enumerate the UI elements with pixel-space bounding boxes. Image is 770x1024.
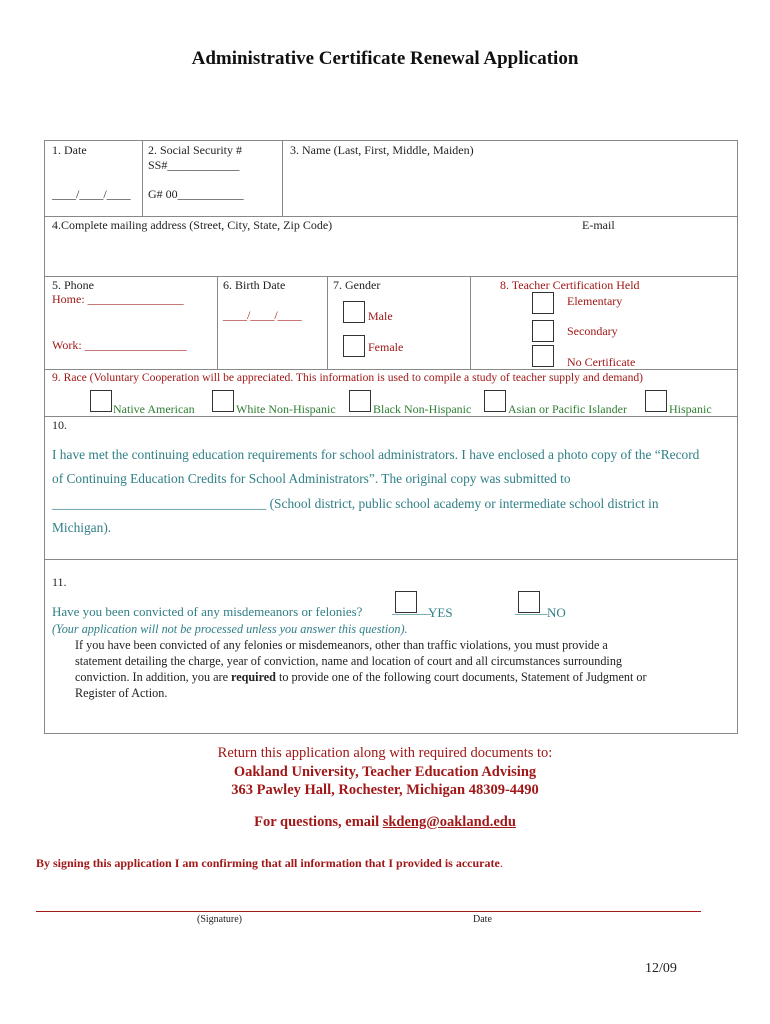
page-title: Administrative Certificate Renewal Application xyxy=(191,48,579,69)
ssn-field[interactable]: SS#____________ xyxy=(148,158,240,172)
yes-underline: ______ xyxy=(392,601,431,616)
confirmation-statement xyxy=(36,856,503,871)
race-black-checkbox[interactable] xyxy=(349,390,371,412)
q10-label: 10. xyxy=(52,418,67,432)
signature-line[interactable] xyxy=(36,911,701,912)
q11-detail-2: statement detailing the charge, year of conviction, name and location of court and all circumstances surrounding xyxy=(75,654,623,668)
address-label: 4.Complete mailing address (Street, City, State, Zip Code) xyxy=(52,218,333,232)
race-hispanic-label: Hispanic xyxy=(669,402,712,416)
certification-label: 8. Teacher Certification Held xyxy=(500,278,640,292)
race-black-label: Black Non-Hispanic xyxy=(373,402,472,416)
yes-label: YES xyxy=(428,605,453,620)
signature-label: (Signature) xyxy=(197,914,242,925)
q10-line-1: I have met the continuing education requirements for school administrators. I have enclosed a photo copy of the “Record xyxy=(52,447,700,462)
g-number-field[interactable]: G# 00___________ xyxy=(148,187,244,201)
ssn-label: 2. Social Security # xyxy=(148,143,242,157)
confirmation-text: By signing this application I am confirming that all information that I provided is accurate xyxy=(36,856,500,870)
male-label: Male xyxy=(368,309,393,323)
date-label: 1. Date xyxy=(52,143,87,157)
gender-label: 7. Gender xyxy=(333,278,381,292)
confirmation-period: . xyxy=(499,856,503,870)
female-label: Female xyxy=(368,340,404,354)
signature-date-label: Date xyxy=(473,914,492,925)
race-white-label: White Non-Hispanic xyxy=(236,402,336,416)
org-name: Oakland University, Teacher Education Advising xyxy=(233,764,537,780)
form-version: 12/09 xyxy=(645,961,677,976)
elementary-label: Elementary xyxy=(567,294,623,308)
elementary-checkbox[interactable] xyxy=(532,292,554,314)
q11-note: (Your application will not be processed unless you answer this question). xyxy=(52,622,408,636)
email-label: E-mail xyxy=(582,218,615,232)
q11-detail-3a: conviction. In addition, you are xyxy=(75,670,232,684)
q11-detail-1: If you have been convicted of any felonies or misdemeanors, other than traffic violations, you must provide a xyxy=(75,638,608,652)
race-label: 9. Race (Voluntary Cooperation will be appreciated. This information is used to compile a study of teacher supply and demand) xyxy=(52,371,644,384)
required-emphasis: required xyxy=(231,670,276,684)
secondary-label: Secondary xyxy=(567,324,618,338)
contact-email-link[interactable]: skdeng@oakland.edu xyxy=(382,814,516,830)
no-underline: _____ xyxy=(515,601,548,616)
birth-date-field[interactable]: ____/____/____ xyxy=(223,308,302,322)
questions-line xyxy=(0,814,770,831)
q10-line-3[interactable]: ________________________________ (School district, public school academy or intermediate school district in xyxy=(52,496,659,511)
race-native-american-label: Native American xyxy=(113,402,195,416)
name-field[interactable] xyxy=(290,160,730,210)
race-asian-label: Asian or Pacific Islander xyxy=(508,402,627,416)
date-field[interactable]: ____/____/____ xyxy=(52,187,131,201)
no-label: NO xyxy=(547,605,566,620)
q11-detail-3 xyxy=(75,670,647,685)
no-certificate-checkbox[interactable] xyxy=(532,345,554,367)
no-certificate-label: No Certificate xyxy=(567,355,636,369)
female-checkbox[interactable] xyxy=(343,335,365,357)
race-hispanic-checkbox[interactable] xyxy=(645,390,667,412)
address-field[interactable] xyxy=(52,236,732,272)
q11-label: 11. xyxy=(52,575,67,589)
home-phone-field[interactable]: Home: ________________ xyxy=(52,292,184,306)
questions-prefix: For questions, email xyxy=(254,814,383,830)
org-address: 363 Pawley Hall, Rochester, Michigan 48309-4490 xyxy=(231,782,539,798)
phone-label: 5. Phone xyxy=(52,278,94,292)
birth-date-label: 6. Birth Date xyxy=(223,278,286,292)
q10-line-4: Michigan). xyxy=(52,520,112,535)
secondary-checkbox[interactable] xyxy=(532,320,554,342)
q11-detail-3c: to provide one of the following court documents, Statement of Judgment or xyxy=(275,670,647,684)
q11-detail-4: Register of Action. xyxy=(75,686,168,700)
race-white-checkbox[interactable] xyxy=(212,390,234,412)
race-native-american-checkbox[interactable] xyxy=(90,390,112,412)
q11-question: Have you been convicted of any misdemeanors or felonies? xyxy=(52,604,363,619)
race-asian-checkbox[interactable] xyxy=(484,390,506,412)
male-checkbox[interactable] xyxy=(343,301,365,323)
return-line: Return this application along with required documents to: xyxy=(217,745,553,761)
work-phone-field[interactable]: Work: _________________ xyxy=(52,338,187,352)
name-label: 3. Name (Last, First, Middle, Maiden) xyxy=(290,143,474,157)
q10-line-2: of Continuing Education Credits for School Administrators”. The original copy was submitted to xyxy=(52,471,571,486)
